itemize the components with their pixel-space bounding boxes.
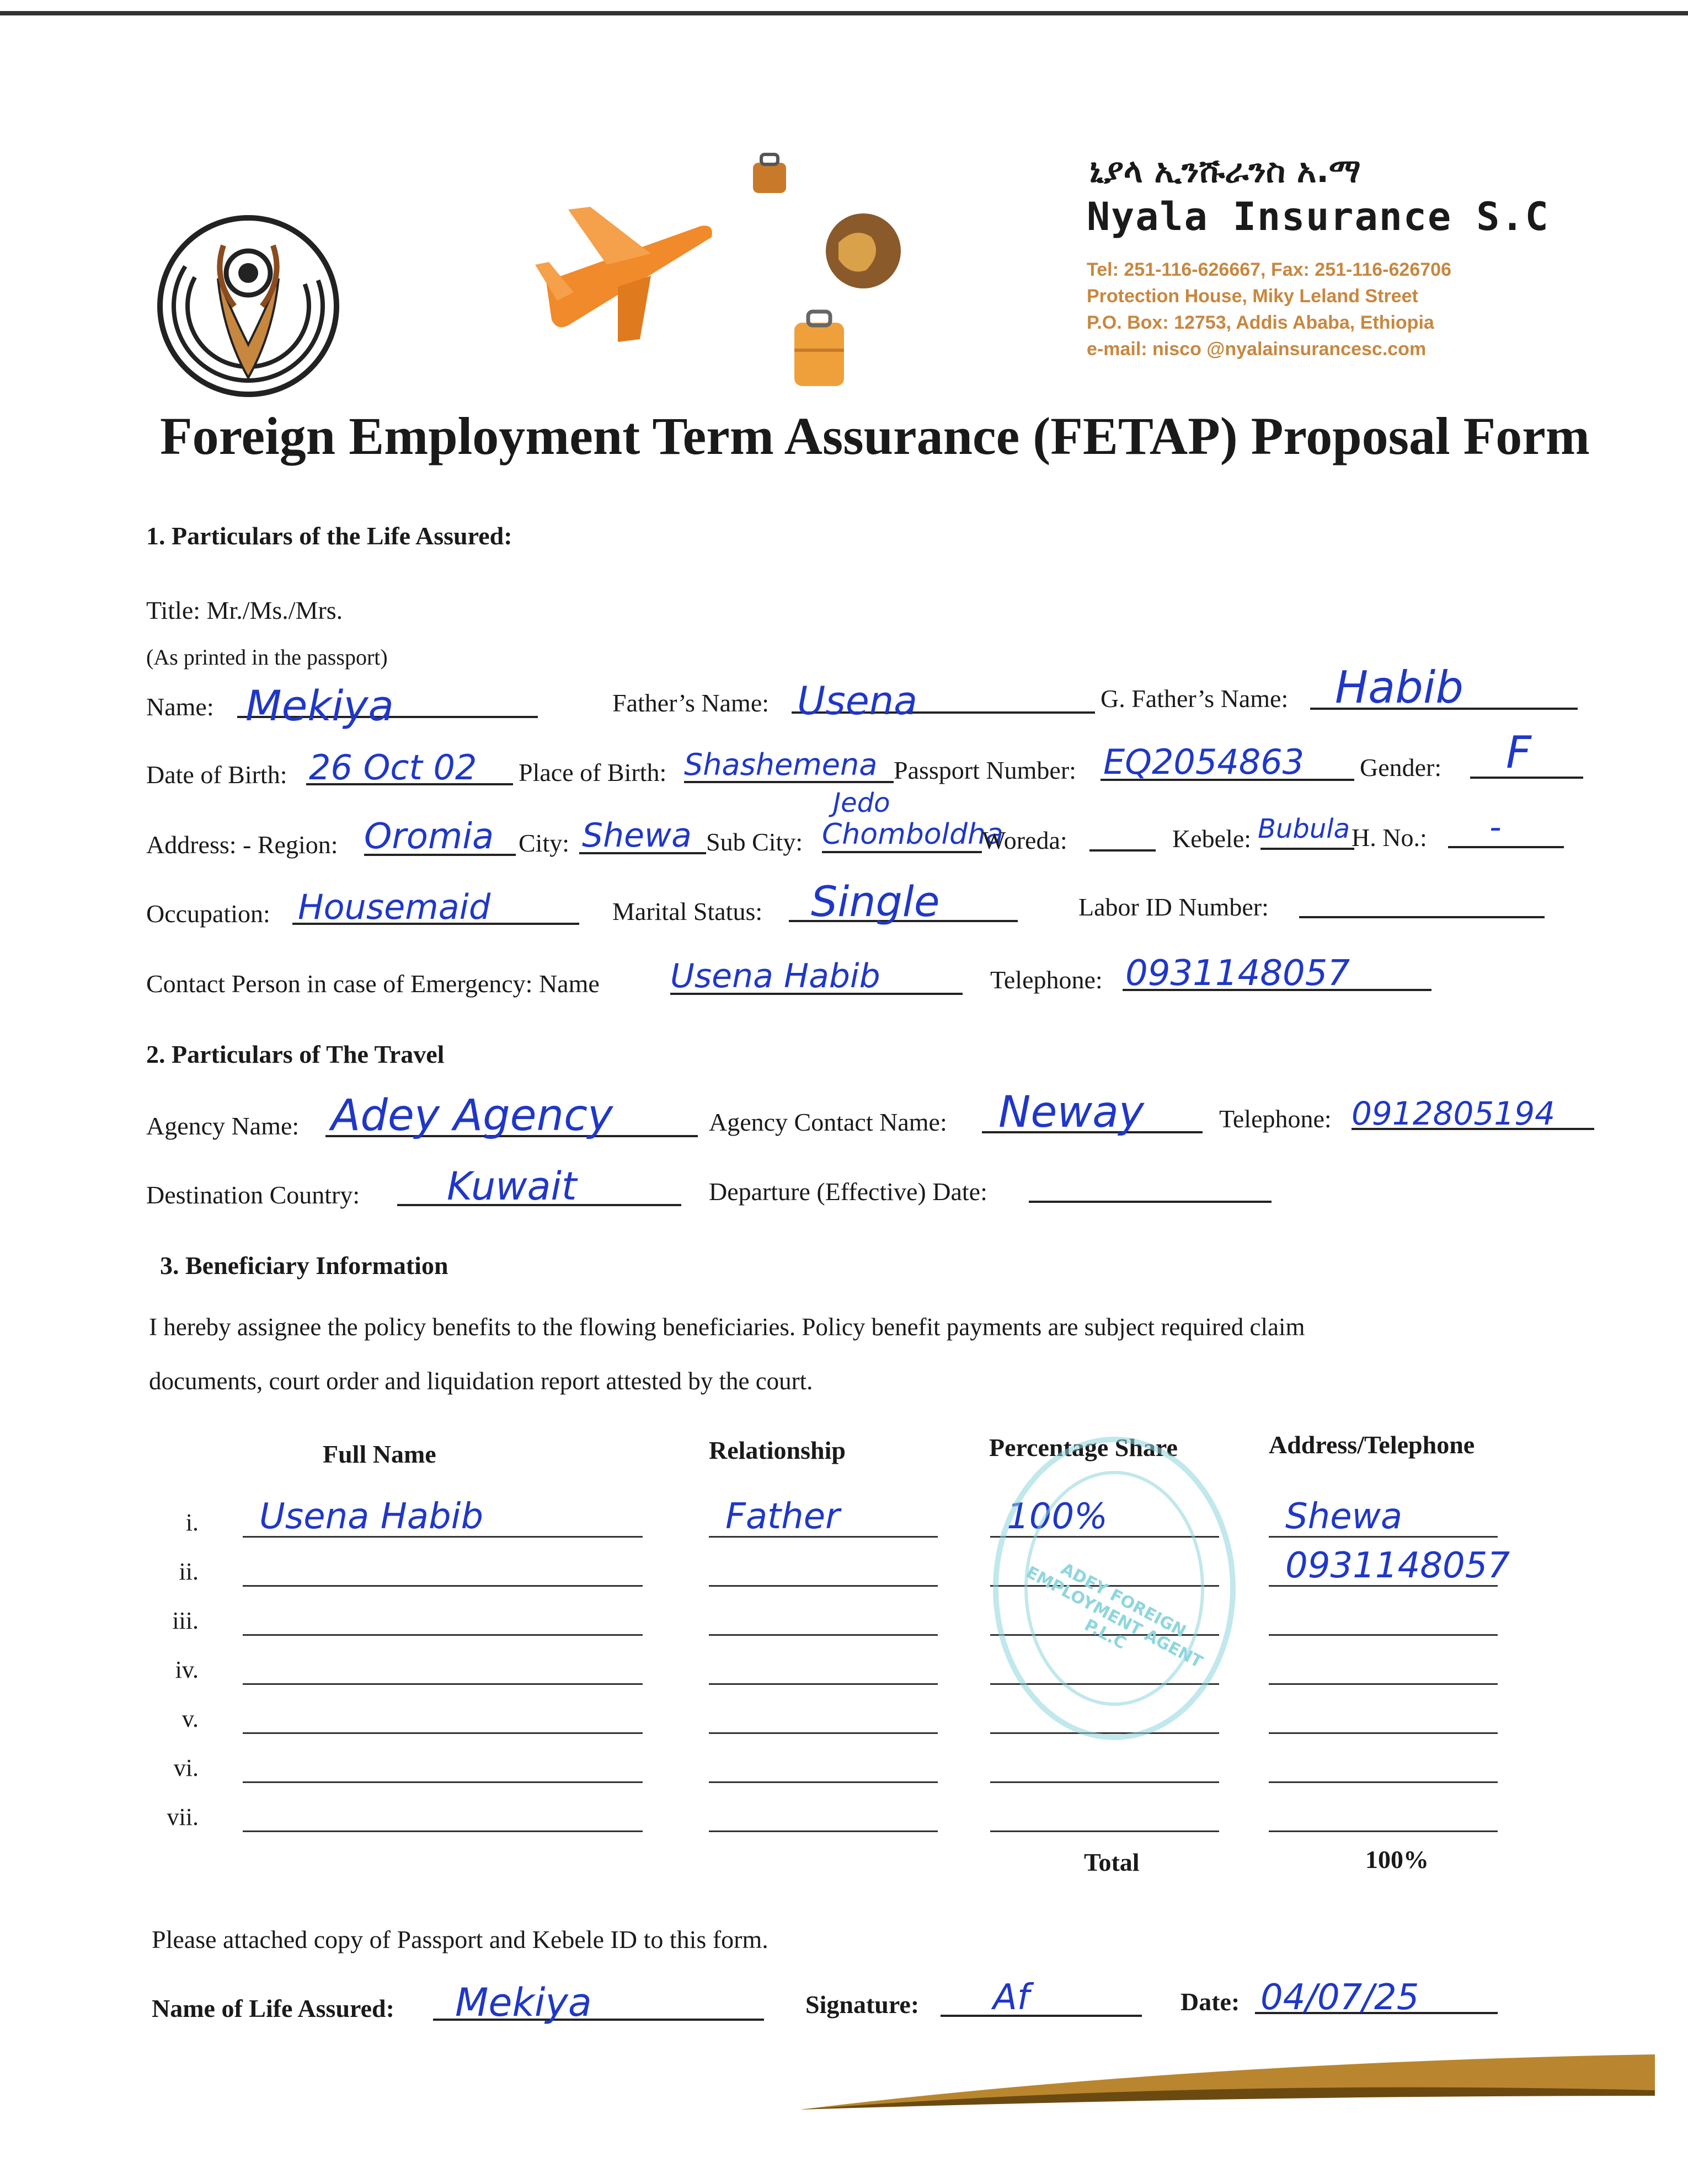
hno-value: -	[1489, 808, 1502, 847]
beneficiary-share-field[interactable]	[990, 1830, 1219, 1832]
emergency-tel-value: 0931148057	[1125, 953, 1350, 994]
footer-swoosh	[800, 2041, 1660, 2112]
date-value: 04/07/25	[1260, 1977, 1419, 2018]
beneficiary-name-field[interactable]	[243, 1683, 643, 1685]
beneficiary-statement-line1: I hereby assignee the policy benefits to the flowing beneficiaries. Policy benefit payments are subject required claim	[149, 1313, 1305, 1341]
beneficiary-address: 0931148057	[1285, 1545, 1510, 1586]
pob-label: Place of Birth:	[519, 758, 667, 786]
col-header-percentage: Percentage Share	[989, 1433, 1178, 1462]
title-label: Title: Mr./Ms./Mrs.	[146, 596, 343, 624]
name-value: Mekiya	[245, 681, 394, 730]
col-header-relationship: Relationship	[709, 1436, 846, 1464]
beneficiary-address-field[interactable]	[1269, 1781, 1498, 1783]
row-number: vi.	[173, 1754, 199, 1781]
company-tel: Tel: 251-116-626667, Fax: 251-116-626706	[1087, 259, 1451, 280]
agency-contact-label: Agency Contact Name:	[709, 1108, 947, 1136]
destination-label: Destination Country:	[146, 1181, 360, 1209]
subcity-field[interactable]	[822, 851, 982, 853]
row-number: ii.	[179, 1558, 199, 1585]
kebele-value: Bubula	[1258, 813, 1350, 844]
occupation-label: Occupation:	[146, 900, 270, 928]
woreda-label: Woreda:	[982, 826, 1067, 854]
subcity-label: Sub City:	[706, 828, 803, 856]
pob-value: Shashemena	[684, 747, 878, 782]
stamp-text: ADEY FOREIGN EMPLOYMENT AGENT P.L.C	[1023, 1559, 1206, 1672]
company-name: Nyala Insurance S.C	[1087, 194, 1550, 239]
beneficiary-address-field[interactable]	[1269, 1683, 1498, 1685]
city-value: Shewa	[582, 816, 692, 855]
beneficiary-relationship-field[interactable]	[709, 1683, 938, 1685]
beneficiary-address-field[interactable]	[1269, 1634, 1498, 1636]
beneficiary-relationship-field[interactable]	[709, 1585, 938, 1587]
row-number: v.	[181, 1705, 199, 1732]
beneficiary-name-field[interactable]	[243, 1781, 643, 1783]
dob-value: 26 Oct 02	[309, 747, 477, 788]
region-value: Oromia	[364, 816, 494, 857]
kebele-label: Kebele:	[1172, 825, 1252, 853]
marital-label: Marital Status:	[612, 897, 763, 925]
signature-label: Signature:	[805, 1990, 920, 2019]
destination-value: Kuwait	[447, 1164, 577, 1209]
col-header-fullname: Full Name	[323, 1440, 436, 1468]
luggage-icon	[747, 149, 792, 199]
beneficiary-relationship-field[interactable]	[709, 1634, 938, 1636]
hno-field[interactable]	[1448, 846, 1564, 848]
row-number: i.	[185, 1509, 199, 1536]
passport-value: EQ2054863	[1103, 742, 1305, 782]
gfather-value: Habib	[1335, 662, 1463, 713]
beneficiary-address: Shewa	[1285, 1496, 1403, 1537]
form-title: Foreign Employment Term Assurance (FETAP) Proposal Form	[160, 406, 1590, 465]
gender-label: Gender:	[1360, 753, 1442, 781]
passport-note: (As printed in the passport)	[146, 645, 388, 670]
beneficiary-name-field[interactable]	[243, 1634, 643, 1636]
beneficiary-name: Usena Habib	[259, 1496, 484, 1537]
section3-heading: 3. Beneficiary Information	[160, 1251, 448, 1280]
emergency-tel-label: Telephone:	[990, 966, 1103, 994]
life-assured-value: Mekiya	[455, 1980, 592, 2025]
beneficiary-relationship-field[interactable]	[709, 1732, 938, 1734]
total-label: Total	[1084, 1848, 1140, 1876]
gender-value: F	[1506, 727, 1532, 778]
row-number: iii.	[172, 1607, 199, 1634]
suitcase-icon	[789, 309, 850, 392]
beneficiary-address-field[interactable]	[1269, 1732, 1498, 1734]
beneficiary-name-field[interactable]	[243, 1585, 643, 1587]
beneficiary-name-field[interactable]	[243, 1830, 643, 1832]
row-number: vii.	[167, 1803, 199, 1830]
company-amharic-name: ኒያላ ኢንሹራንስ አ.ማ	[1089, 152, 1361, 190]
occupation-value: Housemaid	[298, 887, 491, 927]
section1-heading: 1. Particulars of the Life Assured:	[146, 522, 512, 550]
region-label: Address: - Region:	[146, 831, 338, 859]
departure-label: Departure (Effective) Date:	[709, 1177, 987, 1206]
row-number: iv.	[175, 1656, 199, 1683]
beneficiary-name-field[interactable]	[243, 1732, 643, 1734]
company-email: e-mail: nisco @nyalainsurancesc.com	[1087, 339, 1427, 360]
life-assured-label: Name of Life Assured:	[152, 1994, 394, 2022]
father-label: Father’s Name:	[612, 689, 770, 717]
top-border	[0, 11, 1688, 15]
woreda-field[interactable]	[1089, 849, 1156, 852]
gfather-label: G. Father’s Name:	[1101, 684, 1289, 713]
attach-note: Please attached copy of Passport and Kebele ID to this form.	[152, 1925, 768, 1953]
agency-tel-value: 0912805194	[1352, 1095, 1556, 1132]
beneficiary-share-field[interactable]	[990, 1781, 1219, 1783]
departure-field[interactable]	[1029, 1201, 1272, 1203]
company-pobox: P.O. Box: 12753, Addis Ababa, Ethiopia	[1087, 312, 1434, 333]
passport-label: Passport Number:	[894, 756, 1076, 784]
beneficiary-relationship-field[interactable]	[709, 1781, 938, 1783]
city-label: City:	[519, 829, 570, 857]
signature-value: Af	[993, 1977, 1030, 2018]
total-value: 100%	[1365, 1845, 1429, 1873]
signature-field[interactable]	[941, 2015, 1142, 2017]
emergency-value: Usena Habib	[670, 957, 880, 995]
emergency-label: Contact Person in case of Emergency: Name	[146, 970, 600, 998]
company-address: Protection House, Miky Leland Street	[1087, 286, 1418, 307]
hno-label: H. No.:	[1352, 823, 1427, 852]
agency-contact-value: Neway	[998, 1088, 1145, 1137]
section2-heading: 2. Particulars of The Travel	[146, 1040, 445, 1068]
beneficiary-share: 100%	[1007, 1496, 1108, 1537]
nyala-logo-icon	[146, 212, 356, 400]
beneficiary-relationship-field[interactable]	[709, 1830, 938, 1832]
beneficiary-address-field[interactable]	[1269, 1830, 1498, 1832]
airplane-icon	[535, 193, 717, 347]
beneficiary-relationship: Father	[725, 1496, 840, 1537]
marital-value: Single	[811, 877, 940, 926]
father-value: Usena	[797, 678, 918, 724]
subcity-value: Chomboldha	[822, 818, 1003, 851]
agency-label: Agency Name:	[146, 1112, 300, 1140]
agency-tel-label: Telephone:	[1219, 1105, 1332, 1133]
col-header-address: Address/Telephone	[1269, 1431, 1475, 1459]
name-label: Name:	[146, 693, 214, 721]
dob-label: Date of Birth:	[146, 761, 287, 789]
date-label: Date:	[1180, 1988, 1240, 2016]
laborid-field[interactable]	[1299, 916, 1545, 918]
globe-icon	[822, 210, 905, 292]
agency-value: Adey Agency	[331, 1091, 613, 1141]
beneficiary-statement-line2: documents, court order and liquidation report attested by the court.	[149, 1367, 813, 1395]
kebele-field[interactable]	[1260, 848, 1354, 850]
laborid-label: Labor ID Number:	[1078, 893, 1269, 921]
subcity-note: Jedo	[833, 788, 890, 818]
